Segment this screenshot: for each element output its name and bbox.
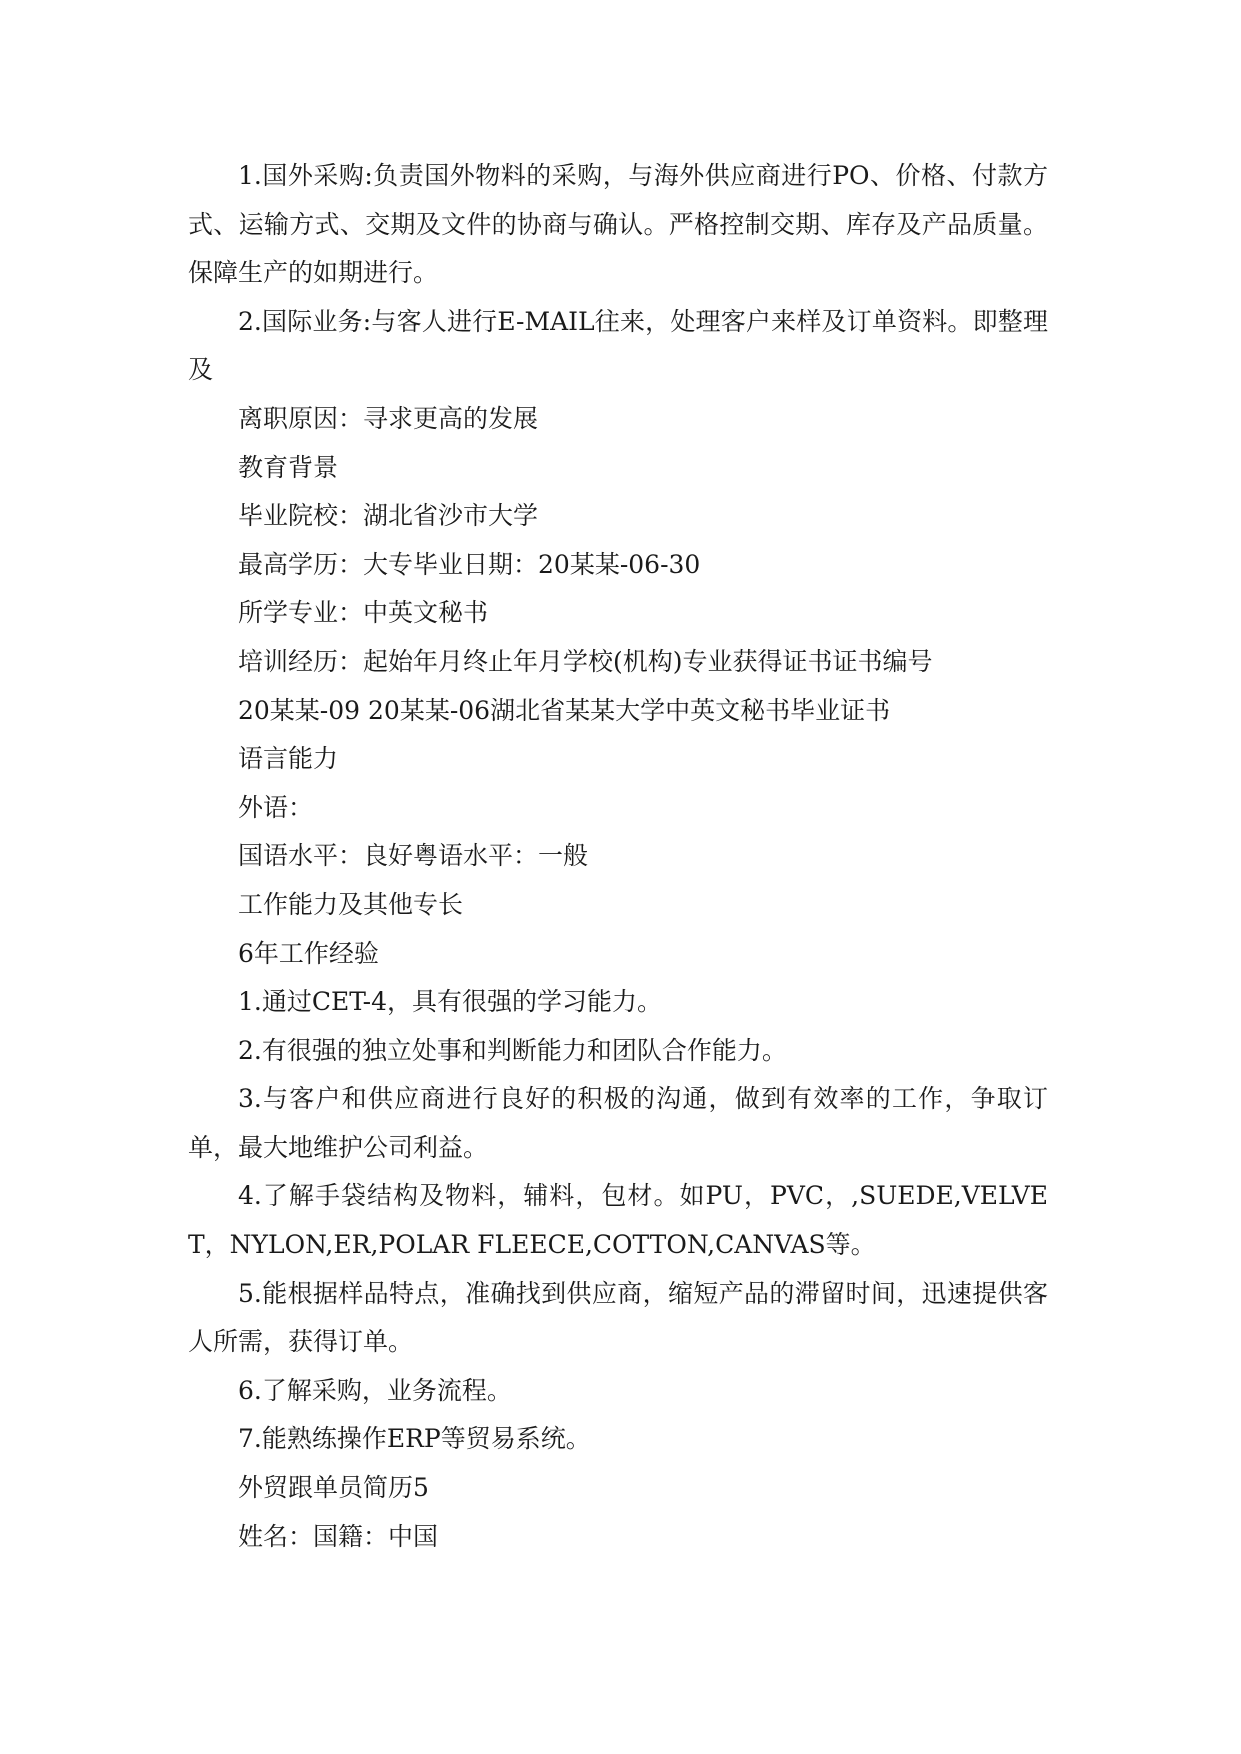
paragraph-school: 毕业院校：湖北省沙市大学 — [238, 501, 539, 531]
paragraph-leaving-reason: 离职原因：寻求更高的发展 — [238, 403, 539, 433]
list-item-skill-5: 5.能根据样品特点，准确找到供应商，缩短产品的滞留时间，迅速提供客人所需，获得订单。 — [188, 1278, 1048, 1357]
paragraph-international-business: 2.国际业务:与客人进行E-MAIL往来，处理客户来样及订单资料。即整理及 — [188, 306, 1048, 385]
paragraph-training-entry: 20某某-09 20某某-06湖北省某某大学中英文秘书毕业证书 — [238, 695, 891, 725]
list-item-skill-7: 7.能熟练操作ERP等贸易系统。 — [238, 1424, 591, 1454]
paragraph-name-nationality: 姓名：国籍：中国 — [238, 1521, 439, 1551]
section-heading-education: 教育背景 — [238, 452, 339, 482]
paragraph-dialects: 国语水平：良好粤语水平：一般 — [238, 841, 589, 871]
list-item-skill-1: 1.通过CET-4，具有很强的学习能力。 — [238, 987, 663, 1017]
paragraph-foreign-language: 外语： — [238, 792, 314, 822]
list-item-skill-2: 2.有很强的独立处事和判断能力和团队合作能力。 — [238, 1035, 787, 1065]
paragraph-major: 所学专业：中英文秘书 — [238, 598, 489, 628]
list-item-skill-3: 3.与客户和供应商进行良好的积极的沟通，做到有效率的工作，争取订单，最大地维护公司利益。 — [188, 1084, 1048, 1162]
section-heading-language: 语言能力 — [238, 744, 339, 774]
list-item-skill-4: 4.了解手袋结构及物料，辅料，包材。如PU，PVC，,SUEDE,VELVET，NYLON,ER,POLAR FLEECE,COTTON,CANVAS等。 — [188, 1181, 1048, 1260]
list-item-skill-6: 6.了解采购，业务流程。 — [238, 1375, 512, 1405]
paragraph-foreign-purchasing: 1.国外采购:负责国外物料的采购，与海外供应商进行PO、价格、付款方式、运输方式、交期及文件的协商与确认。严格控制交期、库存及产品质量。保障生产的如期进行。 — [188, 161, 1048, 288]
document-body — [188, 152, 1048, 1561]
paragraph-training-header: 培训经历：起始年月终止年月学校(机构)专业获得证书证书编号 — [238, 646, 933, 676]
paragraph-degree: 最高学历：大专毕业日期：20某某-06-30 — [238, 549, 701, 579]
section-heading-skills: 工作能力及其他专长 — [238, 889, 464, 919]
paragraph-experience-years: 6年工作经验 — [238, 938, 379, 968]
section-heading-resume-5: 外贸跟单员简历5 — [238, 1473, 429, 1503]
